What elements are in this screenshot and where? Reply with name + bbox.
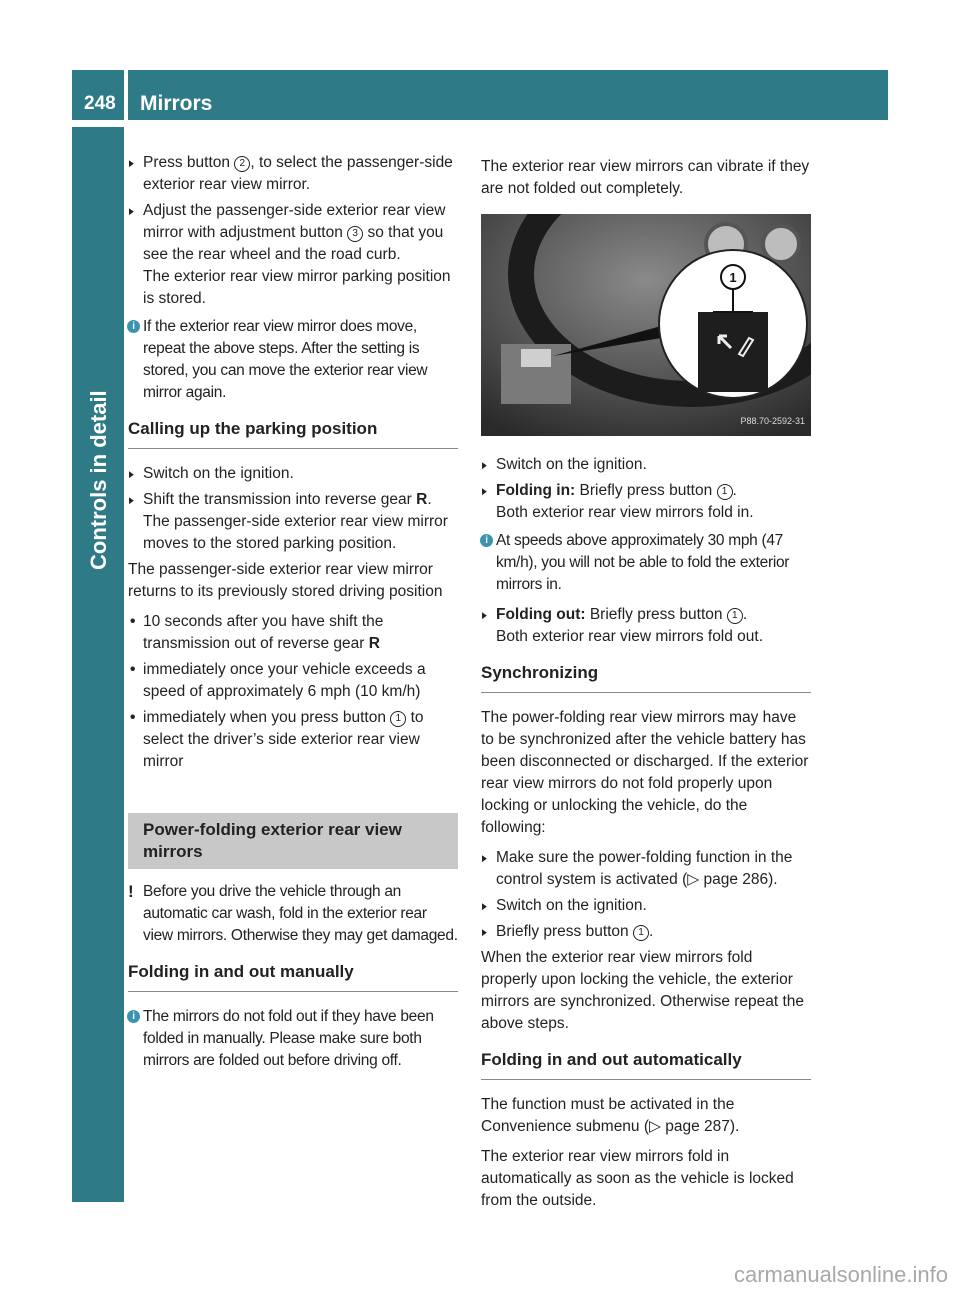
left-column [128, 152, 458, 1080]
info-icon: i [127, 320, 140, 333]
step-press-button: ▶ Briefly press button 1 . [481, 921, 811, 943]
button-1-callout: 1 [727, 608, 743, 624]
info-note-manual-fold: i The mirrors do not fold out if they have been folded in manually. Please make sure both mirrors are folded out before driving off. [128, 1006, 458, 1072]
warning-icon: ! [128, 882, 134, 901]
step-switch-ignition-2: ▶ Switch on the ignition. [481, 454, 811, 476]
info-icon: i [127, 1010, 140, 1023]
side-tab [72, 127, 124, 1202]
info-note-speed: i At speeds above approximately 30 mph (47 km/h), you will not be able to fold the exterior mirrors in. [481, 530, 811, 596]
para-returns-position: The passenger-side exterior rear view mirror returns to its previously stored driving position [128, 561, 443, 600]
button-3-callout: 3 [347, 226, 363, 242]
button-1-callout: 1 [633, 925, 649, 941]
photo-illustration [481, 214, 811, 436]
bullet-10-seconds: • 10 seconds after you have shift the transmission out of reverse gear R [130, 613, 384, 652]
para-synchronize: The power-folding rear view mirrors may have to be synchronized after the vehicle battery has been disconnected or discharged. If the exterior rear view mirrors do not fold properly upon locking or unlocking the vehicle, do the following: [481, 709, 809, 836]
photo-callout-1: 1 [729, 270, 737, 285]
step-select-passenger-mirror: ▶ Press button 2 , to select the passenger-side exterior rear view mirror. [128, 152, 458, 196]
bullet-press-button: • immediately when you press button 1 to select the driver’s side exterior rear view mirror [130, 709, 424, 770]
side-tab-label: Controls in detail [86, 390, 111, 570]
step-folding-in: ▶ Folding in: Briefly press button 1 . Both exterior rear view mirrors fold in. [481, 480, 811, 524]
button-1-callout: 1 [717, 484, 733, 500]
heading-synchronizing: Synchronizing [481, 662, 811, 693]
right-column [481, 152, 811, 1220]
bullet-speed: • immediately once your vehicle exceeds a speed of approximately 6 mph (10 km/h) [130, 661, 426, 700]
step-activate-function: ▶ Make sure the power-folding function in the control system is activated (▷ page 286). [481, 847, 811, 891]
photo-code: P88.70-2592-31 [740, 416, 805, 426]
info-note-mirror-moves: i If the exterior rear view mirror does move, repeat the above steps. After the setting is stored, you can move the exterior rear view mirror again. [128, 316, 458, 404]
page-number: 248 [84, 93, 116, 114]
warning-note-car-wash: ! Before you drive the vehicle through an automatic car wash, fold in the exterior rear view mirrors. Otherwise they may get damaged. [128, 882, 458, 944]
button-1-callout: 1 [390, 711, 406, 727]
watermark: carmanualsonline.info [733, 1262, 948, 1287]
heading-folding-manually: Folding in and out manually [128, 961, 458, 992]
para-activate-convenience: The function must be activated in the Convenience submenu (▷ page 287). [481, 1096, 740, 1135]
step-shift-reverse: ▶ Shift the transmission into reverse gear R. The passenger-side exterior rear view mirror moves to the stored parking position. [128, 489, 458, 555]
info-icon: i [480, 534, 493, 547]
photo-mirror-button [481, 214, 811, 436]
step-switch-ignition: ▶ Switch on the ignition. [128, 463, 458, 485]
header-divider [124, 70, 128, 120]
step-folding-out: ▶ Folding out: Briefly press button 1 . Both exterior rear view mirrors fold out. [481, 604, 811, 648]
para-fold-auto: The exterior rear view mirrors fold in automatically as soon as the vehicle is locked from the outside. [481, 1148, 794, 1209]
button-2-callout: 2 [234, 156, 250, 172]
heading-calling-parking-position: Calling up the parking position [128, 418, 458, 449]
step-adjust-mirror: ▶ Adjust the passenger-side exterior rear view mirror with adjustment button 3 so that you see the rear wheel and the road curb. The exterior rear view mirror parking position is stored. [128, 200, 458, 310]
box-heading-power-folding: Power-folding exterior rear view mirrors [128, 813, 458, 869]
section-title: Mirrors [140, 92, 213, 115]
step-switch-ignition-3: ▶ Switch on the ignition. [481, 895, 811, 917]
para-synchronized: When the exterior rear view mirrors fold properly upon locking the vehicle, the exterior mirrors are synchronized. Otherwise repeat the above steps. [481, 949, 805, 1032]
heading-folding-automatically: Folding in and out automatically [481, 1049, 811, 1080]
para-vibrate: The exterior rear view mirrors can vibrate if they are not folded out completely. [481, 158, 810, 197]
